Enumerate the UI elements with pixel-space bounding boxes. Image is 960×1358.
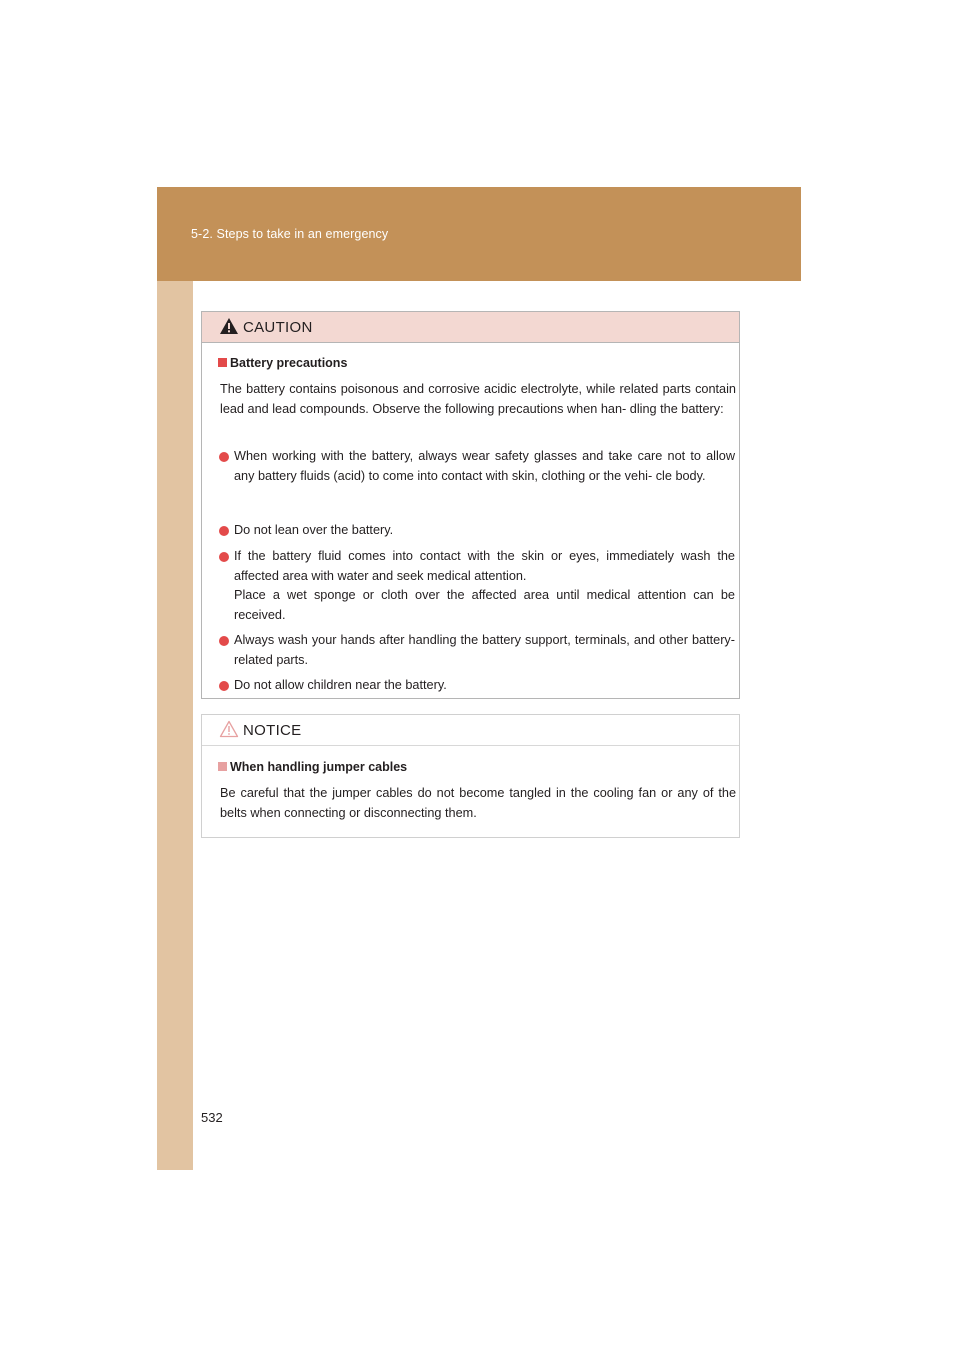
section-title: 5-2. Steps to take in an emergency xyxy=(191,227,389,241)
notice-label: NOTICE xyxy=(243,722,302,739)
caution-intro: The battery contains poisonous and corrosive acidic electrolyte, while related parts contain lead and lead compounds. Observe the following precautions when han- dling the battery: xyxy=(220,382,736,416)
list-item xyxy=(219,547,735,625)
notice-text: Be careful that the jumper cables do not become tangled in the cooling fan or any of the belts when connecting or disconnecting them. xyxy=(220,786,736,820)
caution-heading xyxy=(218,354,347,374)
caution-box xyxy=(201,311,740,699)
list-item xyxy=(219,676,735,696)
notice-heading xyxy=(218,758,407,778)
header-band xyxy=(157,187,801,281)
notice-heading-text: When handling jumper cables xyxy=(230,760,408,774)
warning-triangle-icon xyxy=(219,317,239,335)
list-item-text: When working with the battery, always wear safety glasses and take care not to allow any battery fluids (acid) to come into contact with skin, clothing or the vehi- cle body. xyxy=(234,449,735,483)
list-item-text: Place a wet sponge or cloth over the affected area until medical attention can be received. xyxy=(234,588,735,622)
list-item-text: Do not lean over the battery. xyxy=(234,523,394,537)
square-marker-icon xyxy=(218,358,227,367)
notice-header xyxy=(202,715,739,746)
bullet-icon xyxy=(219,681,229,691)
bullet-icon xyxy=(219,636,229,646)
list-item-text: Do not allow children near the battery. xyxy=(234,678,447,692)
list-item xyxy=(219,447,735,486)
caution-header xyxy=(202,312,739,343)
square-marker-icon xyxy=(218,762,227,771)
caution-label: CAUTION xyxy=(243,319,313,336)
warning-triangle-outline-icon xyxy=(219,720,239,738)
bullet-icon xyxy=(219,452,229,462)
bullet-icon xyxy=(219,552,229,562)
page-number: 532 xyxy=(201,1110,223,1125)
bullet-icon xyxy=(219,526,229,536)
side-strip xyxy=(157,281,193,1170)
list-item-text: If the battery fluid comes into contact with the skin or eyes, immediately wash the affected area with water and seek medical attention. xyxy=(234,549,735,583)
list-item xyxy=(219,521,735,541)
list-item-text: Always wash your hands after handling the battery support, terminals, and other battery-related parts. xyxy=(234,633,735,667)
list-item xyxy=(219,631,735,670)
notice-box xyxy=(201,714,740,838)
caution-heading-text: Battery precautions xyxy=(230,356,348,370)
